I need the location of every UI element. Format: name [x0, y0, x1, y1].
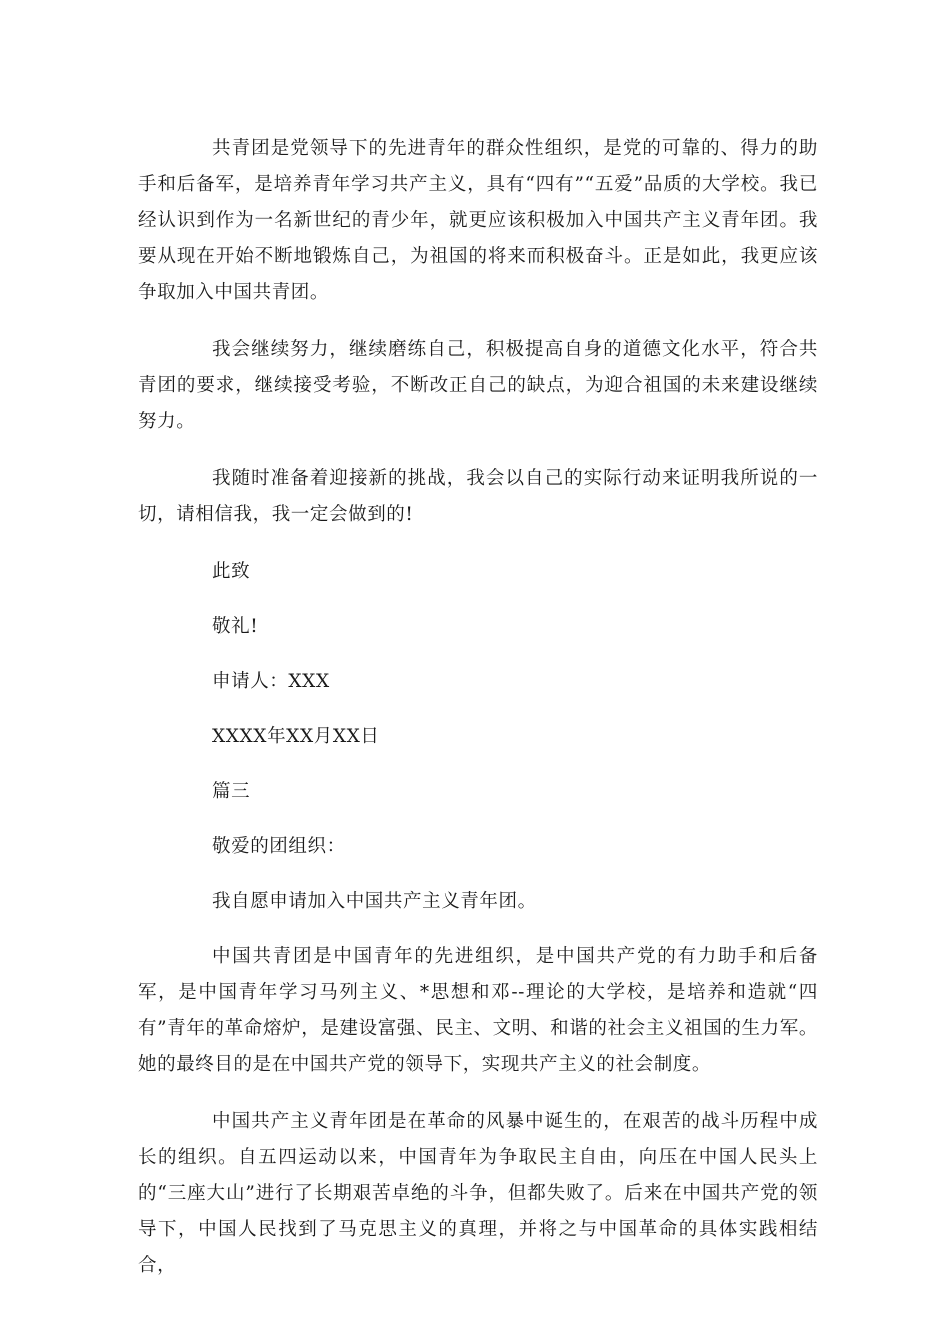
- date-line: XXXX年XX月XX日: [212, 726, 380, 747]
- intro-line: 我自愿申请加入中国共产主义青年团。: [212, 891, 537, 912]
- body-paragraph: 中国共青团是中国青年的先进组织，是中国共产党的有力助手和后备军，是中国青年学习马列主义、*思想和邓--理论的大学校，是培养和造就“四有”青年的革命熔炉，是建设富强、民主、文明、和谐的社会主义祖国的生力军。她的最终目的是在中国共产党的领导下，实现共产主义的社会制度。: [138, 946, 818, 1075]
- applicant-line: 申请人：XXX: [212, 671, 330, 692]
- section-title: 篇三: [212, 781, 251, 802]
- document-body: [138, 131, 818, 1305]
- greeting-line: 敬爱的团组织：: [212, 836, 346, 857]
- body-paragraph: 共青团是党领导下的先进青年的群众性组织，是党的可靠的、得力的助手和后备军，是培养青年学习共产主义，具有“四有”“五爱”品质的大学校。我已经认识到作为一名新世纪的青少年，就更应该积极加入中国共产主义青年团。我要从现在开始不断地锻炼自己，为祖国的将来而积极奋斗。正是如此，我更应该争取加入中国共青团。: [138, 138, 818, 303]
- body-paragraph: 中国共产主义青年团是在革命的风暴中诞生的，在艰苦的战斗历程中成长的组织。自五四运动以来，中国青年为争取民主自由，向压在中国人民头上的“三座大山”进行了长期艰苦卓绝的斗争，但都失败了。后来在中国共产党的领导下，中国人民找到了马克思主义的真理，并将之与中国革命的具体实践相结合，: [138, 1111, 818, 1276]
- salute-line: 敬礼!: [212, 616, 259, 637]
- body-paragraph: 我会继续努力，继续磨练自己，积极提高自身的道德文化水平，符合共青团的要求，继续接受考验，不断改正自己的缺点，为迎合祖国的未来建设继续努力。: [138, 339, 818, 432]
- closing-line: 此致: [212, 561, 251, 582]
- body-paragraph: 我随时准备着迎接新的挑战，我会以自己的实际行动来证明我所说的一切，请相信我，我一定会做到的!: [138, 468, 818, 525]
